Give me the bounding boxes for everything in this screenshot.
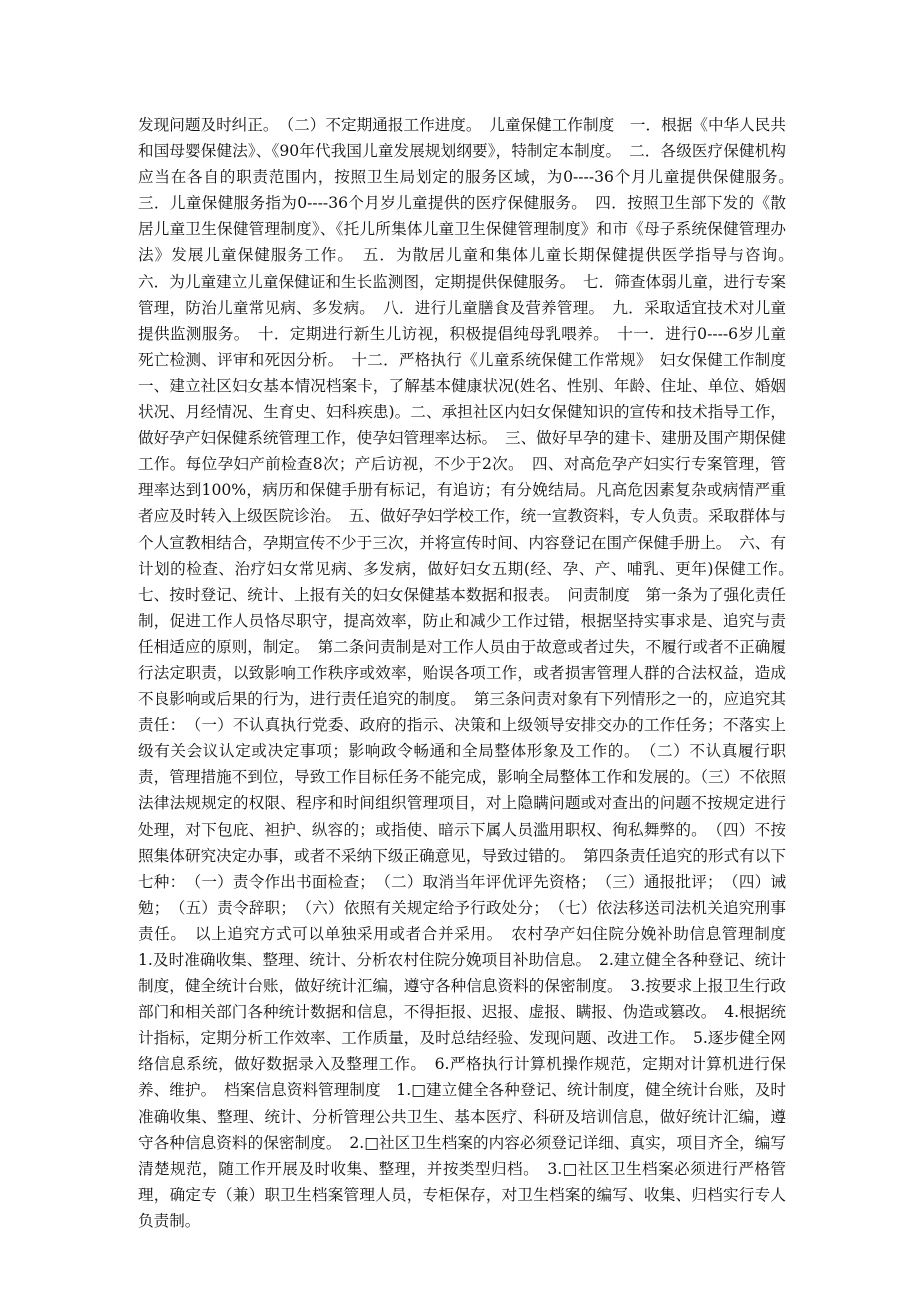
document-body-text: 发现问题及时纠正。 （二）不定期通报工作进度。 儿童保健工作制度 一．根据《中华人民共和国母婴保健法》、《90年代我国儿童发展规划纲要》，特制定本制度。 二．各级医疗保健机构应当在各自的职责范围内，按照卫生局划定的服务区域，为0----36个月儿童提供保健服务。 三．儿童保健服务指为0----36个月岁儿童提供的医疗保健服务。 四．按照卫生部下发的《散居儿童卫生保健管理制度》、《托儿所集体儿童卫生保健管理制度》和市《母子系统保健管理办法》发展儿童保健服务工作。 五．为散居儿童和集体儿童长期保健提供医学指导与咨询。 六．为儿童建立儿童保健证和生长监测图，定期提供保健服务。 七．筛查体弱儿童，进行专案管理，防治儿童常见病、多发病。 八．进行儿童膳食及营养管理。 九．采取适宜技术对儿童提供监测服务。 十．定期进行新生儿访视，积极提倡纯母乳喂养。 十一．进行0----6岁儿童死亡检测、评审和死因分析。 十二．严格执行《儿童系统保健工作常规》 妇女保健工作制度 一、建立社区妇女基本情况档案卡，了解基本健康状况(姓名、性别、年龄、住址、单位、婚姻状况、月经情况、生育史、妇科疾患)。二、承担社区内妇女保健知识的宣传和技术指导工作，做好孕产妇保健系统管理工作，使孕妇管理率达标。 三、做好早孕的建卡、建册及围产期保健工作。每位孕妇产前检查8次；产后访视，不少于2次。 四、对高危孕产妇实行专案管理，管理率达到100%，病历和保健手册有标记，有追访；有分娩结局。凡高危因素复杂或病情严重者应及时转入上级医院诊治。 五、做好孕妇学校工作，统一宣教资料，专人负责。采取群体与个人宣教相结合，孕期宣传不少于三次，并将宣传时间、内容登记在围产保健手册上。 六、有计划的检查、治疗妇女常见病、多发病，做好妇女五期(经、孕、产、哺乳、更年)保健工作。 七、按时登记、统计、上报有关的妇女保健基本数据和报表。 问责制度 第一条为了强化责任制，促进工作人员恪尽职守，提高效率，防止和减少工作过错，根据坚持实事求是、追究与责任相适应的原则，制定。 第二条问责制是对工作人员由于故意或者过失，不履行或者不正确履行法定职责，以致影响工作秩序或效率，贻误各项工作，或者损害管理人群的合法权益，造成不良影响或后果的行为，进行责任追究的制度。 第三条问责对象有下列情形之一的，应追究其责任： （一）不认真执行党委、政府的指示、决策和上级领导安排交办的工作任务；不落实上级有关会议认定或决定事项；影响政令畅通和全局整体形象及工作的。 （二）不认真履行职责，管理措施不到位，导致工作目标任务不能完成，影响全局整体工作和发展的。（三）不依照法律法规规定的权限、程序和时间组织管理项目，对上隐瞒问题或对查出的问题不按规定进行处理，对下包庇、袒护、纵容的；或指使、暗示下属人员滥用职权、徇私舞弊的。 （四）不按照集体研究决定办事，或者不采纳下级正确意见，导致过错的。 第四条责任追究的形式有以下七种： （一）责令作出书面检查； （二）取消当年评优评先资格； （三）通报批评； （四）诫勉； （五）责令辞职； （六）依照有关规定给予行政处分； （七）依法移送司法机关追究刑事责任。 以上追究方式可以单独采用或者合并采用。 农村孕产妇住院分娩补助信息管理制度 1.及时准确收集、整理、统计、分析农村住院分娩项目补助信息。 2.建立健全各种登记、统计制度，健全统计台账，做好统计汇编，遵守各种信息资料的保密制度。 3.按要求上报卫生行政部门和相关部门各种统计数据和信息，不得拒报、迟报、虚报、瞒报、伪造或篡改。 4.根据统计指标，定期分析工作效率、工作质量，及时总结经验、发现问题、改进工作。 5.逐步健全网络信息系统，做好数据录入及整理工作。 6.严格执行计算机操作规范，定期对计算机进行保养、维护。 档案信息资料管理制度 1.□建立健全各种登记、统计制度，健全统计台账，及时准确收集、整理、统计、分析管理公共卫生、基本医疗、科研及培训信息，做好统计汇编，遵守各种信息资料的保密制度。 2.□社区卫生档案的内容必须登记详细、真实，项目齐全，编写清楚规范，随工作开展及时收集、整理，并按类型归档。 3.□社区卫生档案必须进行严格管理，确定专（兼）职卫生档案管理人员，专柜保存，对卫生档案的编写、收集、归档实行专人负责制。 <box>138 116 802 1230</box>
